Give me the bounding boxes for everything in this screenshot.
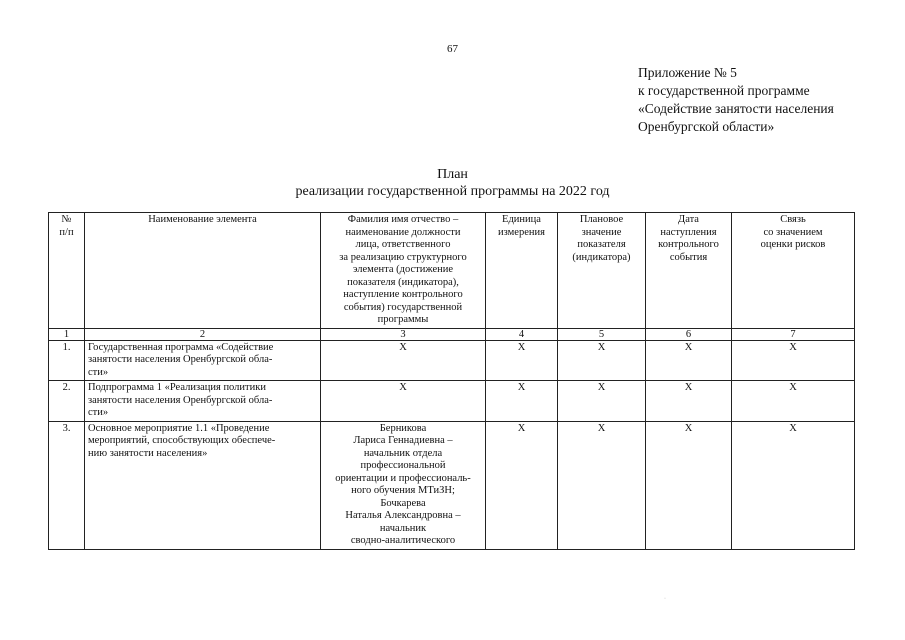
element-name-line: Основное мероприятие 1.1 «Проведение	[88, 422, 270, 434]
responsible-line: сводно-аналитического	[350, 535, 456, 546]
row-number: 3.	[49, 421, 85, 549]
plan-title-line2: реализации государственной программы на 2022 год	[295, 184, 610, 199]
responsible-line: Х	[399, 382, 407, 393]
responsible-person	[321, 340, 486, 381]
header-text: показателя	[577, 239, 626, 250]
header-text: наименование должности	[345, 226, 461, 238]
header-text: Дата	[678, 214, 699, 225]
header-text: Связь	[780, 214, 806, 225]
element-name	[85, 421, 321, 549]
appendix-note	[638, 64, 898, 136]
risk-link-cell: Х	[732, 340, 855, 381]
header-text: п/п	[59, 226, 74, 238]
header-text: показателя (индикатора),	[347, 276, 459, 288]
header-no	[49, 213, 85, 329]
column-number: 6	[646, 328, 732, 340]
event-date-cell: Х	[646, 381, 732, 422]
responsible-line: ориентации и профессиональ-	[335, 472, 471, 484]
table-row	[49, 381, 855, 422]
header-risk	[732, 213, 855, 329]
event-date-cell: Х	[646, 421, 732, 549]
element-name	[85, 340, 321, 381]
header-text: элемента (достижение	[352, 264, 454, 275]
element-name-line: мероприятий, способствующих обеспече-	[88, 435, 276, 446]
header-text: Единица	[502, 214, 541, 225]
plan-table	[48, 212, 855, 550]
header-name	[85, 213, 321, 329]
element-name-line: нию занятости населения»	[88, 447, 208, 459]
planned-value-cell: Х	[558, 381, 646, 422]
header-text: программы	[377, 314, 429, 325]
scan-speck: ·	[664, 596, 666, 602]
responsible-line: Бочкарева	[380, 497, 426, 509]
responsible-line: начальник	[379, 522, 427, 534]
header-date	[646, 213, 732, 329]
header-text: события	[669, 251, 708, 263]
responsible-line: профессиональной	[360, 460, 446, 471]
header-text: Плановое	[579, 214, 624, 225]
element-name-line: Государственная программа «Содействие	[88, 341, 274, 353]
column-number: 4	[486, 328, 558, 340]
responsible-line: Берникова	[379, 422, 427, 434]
unit-cell: Х	[486, 381, 558, 422]
header-planned	[558, 213, 646, 329]
risk-link-cell: Х	[732, 421, 855, 549]
element-name	[85, 381, 321, 422]
appendix-line: «Содействие занятости населения	[638, 101, 834, 116]
header-text: события) государственной	[343, 301, 463, 313]
header-text: наступление контрольного	[343, 289, 463, 300]
table-header-row	[49, 213, 855, 329]
header-text: (индикатора)	[572, 251, 631, 263]
element-name-line: Подпрограмма 1 «Реализация политики	[88, 382, 266, 393]
appendix-line: Приложение № 5	[638, 65, 737, 80]
appendix-line: к государственной программе	[638, 83, 810, 98]
header-text: значение	[581, 226, 622, 238]
responsible-line: Наталья Александровна –	[345, 510, 461, 521]
row-number: 2.	[49, 381, 85, 422]
column-number: 5	[558, 328, 646, 340]
header-text: за реализацию структурного	[339, 251, 467, 263]
risk-link-cell: Х	[732, 381, 855, 422]
header-text: наступления	[660, 226, 717, 238]
responsible-person	[321, 381, 486, 422]
planned-value-cell: Х	[558, 340, 646, 381]
table-row	[49, 340, 855, 381]
header-text: оценки рисков	[760, 239, 826, 250]
column-number: 2	[85, 328, 321, 340]
responsible-line: ного обучения МТиЗН;	[351, 485, 455, 496]
column-number: 3	[321, 328, 486, 340]
page-number: 67	[447, 43, 458, 55]
column-number-row	[49, 328, 855, 340]
element-name-line: сти»	[88, 366, 109, 378]
element-name-line: сти»	[88, 407, 109, 418]
responsible-person	[321, 421, 486, 549]
plan-title	[0, 166, 905, 200]
responsible-line: Лариса Геннадиевна –	[353, 435, 453, 446]
column-number: 1	[49, 328, 85, 340]
header-unit	[486, 213, 558, 329]
header-text: измерения	[498, 226, 545, 238]
row-number: 1.	[49, 340, 85, 381]
responsible-line: Х	[399, 341, 407, 353]
unit-cell: Х	[486, 340, 558, 381]
element-name-line: занятости населения Оренбургской обла-	[88, 394, 273, 406]
responsible-line: начальник отдела	[363, 447, 443, 459]
column-number: 7	[732, 328, 855, 340]
header-text: со значением	[763, 226, 823, 238]
header-text: контрольного	[658, 239, 719, 250]
planned-value-cell: Х	[558, 421, 646, 549]
unit-cell: Х	[486, 421, 558, 549]
appendix-line: Оренбургской области»	[638, 119, 775, 134]
plan-title-line1: План	[437, 167, 468, 182]
header-text: Наименование элемента	[148, 214, 257, 225]
header-text: Фамилия имя отчество –	[347, 214, 459, 225]
element-name-line: занятости населения Оренбургской обла-	[88, 354, 273, 365]
header-text: лица, ответственного	[355, 239, 451, 250]
table-row	[49, 421, 855, 549]
event-date-cell: Х	[646, 340, 732, 381]
header-person	[321, 213, 486, 329]
header-text: №	[61, 214, 72, 225]
